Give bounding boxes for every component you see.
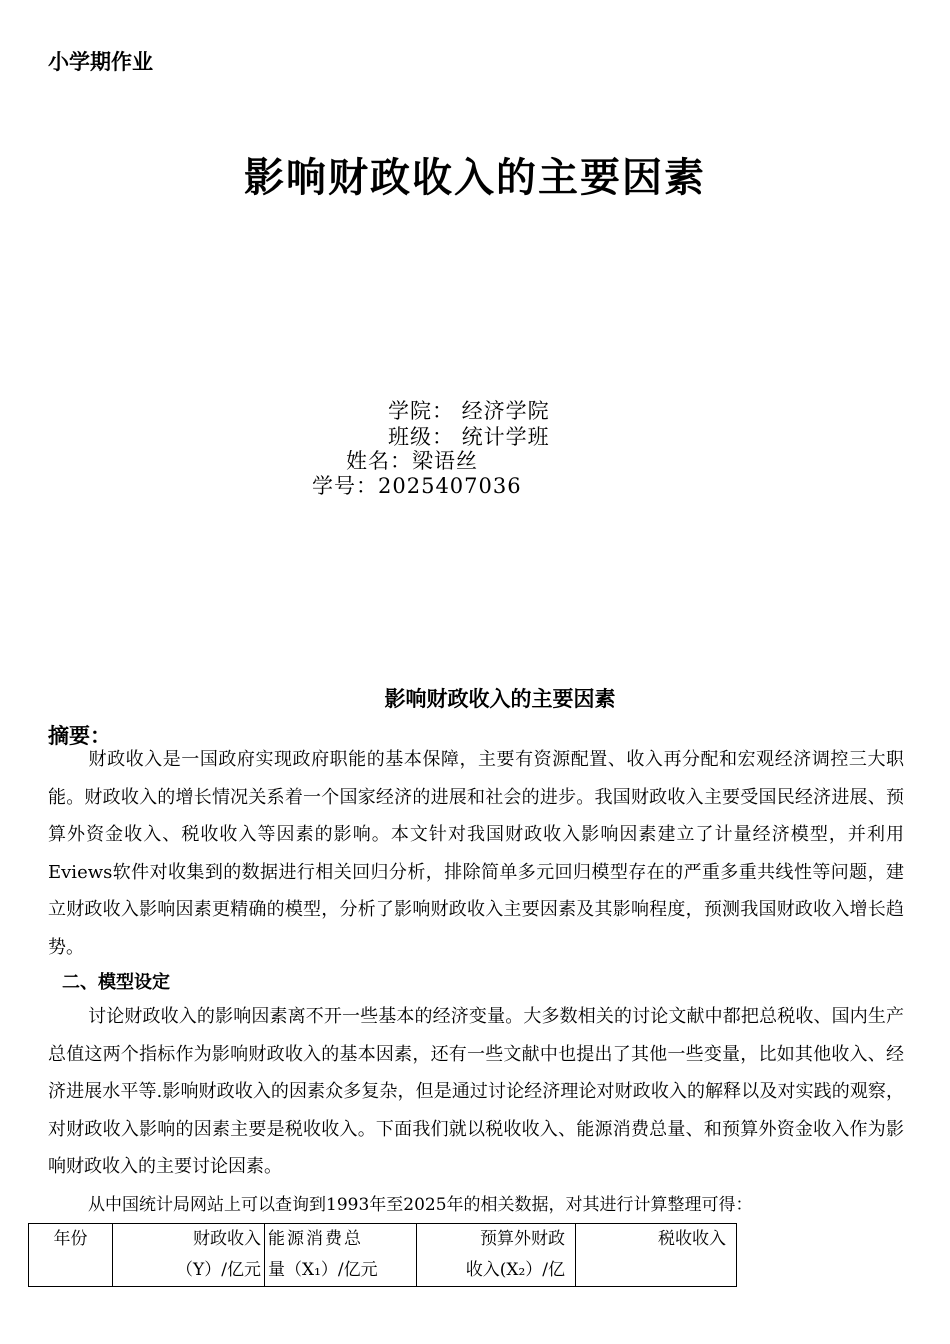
class-line: 班级： 统计学班	[388, 425, 550, 449]
header-tax: 税收收入	[576, 1224, 737, 1287]
header-energy: 能源消费总 量（X₁）/亿元	[265, 1224, 417, 1287]
header-extra-budget: 预算外财政 收入(X₂）/亿	[417, 1224, 576, 1287]
abstract-heading: 摘要：	[48, 723, 111, 748]
header-year: 年份	[29, 1224, 113, 1287]
abstract-text: 财政收入是一国政府实现政府职能的基本保障，主要有资源配置、收入再分配和宏观经济调控三大职能。财政收入的增长情况关系着一个国家经济的进展和社会的进步。我国财政收入主要受国民经济进展、预算外资金收入、税收收入等因素的影响。本文针对我国财政收入影响因素建立了计量经济模型，并利用Eviews软件对收集到的数据进行相关回归分析，排除简单多元回归模型存在的严重多重共线性等问题，建立财政收入影响因素更精确的模型，分析了影响财政收入主要因素及其影响程度，预测我国财政收入增长趋势。	[48, 749, 904, 958]
college-line: 学院： 经济学院	[388, 399, 550, 423]
name-line: 姓名：梁语丝	[346, 449, 478, 473]
student-id-line: 学号：2025407036	[312, 474, 522, 498]
abstract-paragraph	[48, 741, 904, 966]
section2-text: 讨论财政收入的影响因素离不开一些基本的经济变量。大多数相关的讨论文献中都把总税收、国内生产总值这两个指标作为影响财政收入的基本因素，还有一些文献中也提出了其他一些变量，比如其他收入、经济进展水平等.影响财政收入的因素众多复杂，但是通过讨论经济理论对财政收入的解释以及对实践的观察，对财政收入影响的因素主要是税收收入。下面我们就以税收收入、能源消费总量、和预算外资金收入作为影响财政收入的主要讨论因素。	[48, 1006, 904, 1177]
data-intro: 从中国统计局网站上可以查询到1993年至2025年的相关数据，对其进行计算整理可得：	[88, 1195, 753, 1215]
data-table	[28, 1223, 737, 1287]
header-revenue: 财政收入 （Y）/亿元	[113, 1224, 265, 1287]
header-label: 小学期作业	[48, 50, 153, 74]
section-title: 影响财政收入的主要因素	[384, 686, 616, 711]
table-header-row	[29, 1224, 737, 1287]
section2-heading: 二、模型设定	[62, 972, 170, 993]
section2-paragraph	[48, 998, 904, 1186]
cover-title: 影响财政收入的主要因素	[244, 154, 706, 201]
